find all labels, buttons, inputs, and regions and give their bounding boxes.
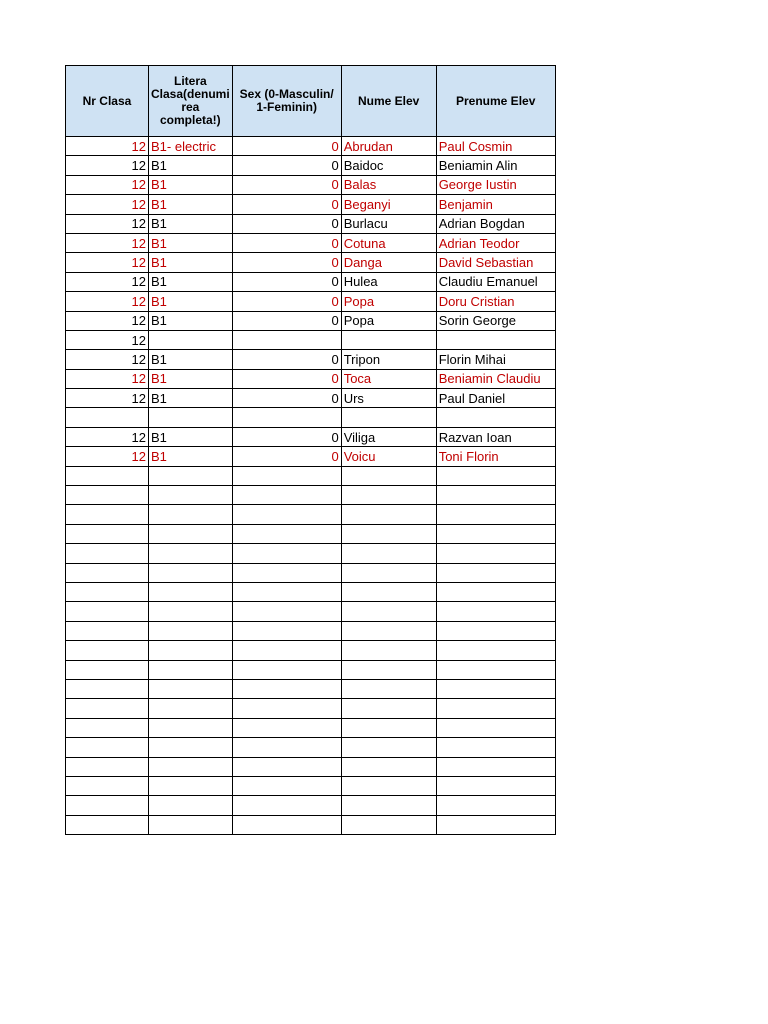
cell-sex[interactable] <box>232 815 341 834</box>
table-row <box>66 621 556 640</box>
cell-nume-elev[interactable] <box>341 641 436 660</box>
cell-prenume-elev[interactable]: Adrian Teodor <box>436 233 555 252</box>
cell-litera-clasa[interactable] <box>149 815 233 834</box>
cell-nr-clasa[interactable] <box>66 738 149 757</box>
cell-nume-elev[interactable] <box>341 544 436 563</box>
cell-sex[interactable]: 0 <box>232 195 341 214</box>
cell-prenume-elev[interactable] <box>436 757 555 776</box>
cell-nr-clasa[interactable]: 12 <box>66 389 149 408</box>
cell-sex[interactable] <box>232 524 341 543</box>
cell-sex[interactable] <box>232 718 341 737</box>
cell-prenume-elev[interactable] <box>436 641 555 660</box>
cell-sex[interactable] <box>232 621 341 640</box>
cell-prenume-elev[interactable] <box>436 796 555 815</box>
cell-prenume-elev[interactable] <box>436 330 555 349</box>
table-row <box>66 524 556 543</box>
table-row <box>66 427 556 446</box>
cell-prenume-elev[interactable]: Beniamin Alin <box>436 156 555 175</box>
cell-nr-clasa[interactable] <box>66 776 149 795</box>
cell-prenume-elev[interactable] <box>436 544 555 563</box>
cell-litera-clasa[interactable] <box>149 679 233 698</box>
cell-sex[interactable]: 0 <box>232 369 341 388</box>
cell-sex[interactable]: 0 <box>232 447 341 466</box>
cell-nume-elev[interactable]: Baidoc <box>341 156 436 175</box>
cell-sex[interactable]: 0 <box>232 311 341 330</box>
cell-nr-clasa[interactable] <box>66 757 149 776</box>
cell-nr-clasa[interactable] <box>66 486 149 505</box>
cell-litera-clasa[interactable] <box>149 776 233 795</box>
cell-sex[interactable]: 0 <box>232 137 341 156</box>
cell-prenume-elev[interactable]: Paul Daniel <box>436 389 555 408</box>
cell-nr-clasa[interactable] <box>66 544 149 563</box>
cell-prenume-elev[interactable] <box>436 699 555 718</box>
cell-nume-elev[interactable]: Voicu <box>341 447 436 466</box>
cell-litera-clasa[interactable]: B1 <box>149 195 233 214</box>
cell-prenume-elev[interactable] <box>436 466 555 485</box>
cell-prenume-elev[interactable]: Florin Mihai <box>436 350 555 369</box>
cell-nume-elev[interactable] <box>341 486 436 505</box>
cell-prenume-elev[interactable] <box>436 582 555 601</box>
cell-litera-clasa[interactable] <box>149 660 233 679</box>
cell-sex[interactable] <box>232 796 341 815</box>
cell-nume-elev[interactable] <box>341 621 436 640</box>
table-row <box>66 486 556 505</box>
cell-nr-clasa[interactable]: 12 <box>66 253 149 272</box>
cell-sex[interactable]: 0 <box>232 389 341 408</box>
cell-nume-elev[interactable] <box>341 815 436 834</box>
header-row <box>66 66 556 137</box>
cell-litera-clasa[interactable] <box>149 738 233 757</box>
cell-nume-elev[interactable]: Cotuna <box>341 233 436 252</box>
cell-sex[interactable] <box>232 660 341 679</box>
cell-sex[interactable]: 0 <box>232 156 341 175</box>
table-row <box>66 330 556 349</box>
table-row <box>66 544 556 563</box>
cell-prenume-elev[interactable] <box>436 679 555 698</box>
cell-nr-clasa[interactable] <box>66 796 149 815</box>
cell-nr-clasa[interactable] <box>66 679 149 698</box>
table-row <box>66 195 556 214</box>
cell-prenume-elev[interactable]: Adrian Bogdan <box>436 214 555 233</box>
cell-nr-clasa[interactable] <box>66 621 149 640</box>
cell-nume-elev[interactable] <box>341 408 436 427</box>
cell-sex[interactable] <box>232 505 341 524</box>
cell-nr-clasa[interactable]: 12 <box>66 427 149 446</box>
cell-nr-clasa[interactable] <box>66 718 149 737</box>
cell-litera-clasa[interactable] <box>149 466 233 485</box>
cell-nr-clasa[interactable]: 12 <box>66 447 149 466</box>
cell-prenume-elev[interactable] <box>436 621 555 640</box>
cell-nr-clasa[interactable] <box>66 602 149 621</box>
cell-nr-clasa[interactable]: 12 <box>66 330 149 349</box>
cell-nr-clasa[interactable]: 12 <box>66 233 149 252</box>
header-nr-clasa[interactable]: Nr Clasa <box>66 66 149 137</box>
table-row <box>66 505 556 524</box>
cell-nr-clasa[interactable]: 12 <box>66 369 149 388</box>
cell-nume-elev[interactable] <box>341 757 436 776</box>
cell-nume-elev[interactable]: Burlacu <box>341 214 436 233</box>
cell-prenume-elev[interactable] <box>436 602 555 621</box>
cell-prenume-elev[interactable] <box>436 505 555 524</box>
cell-nume-elev[interactable]: Beganyi <box>341 195 436 214</box>
cell-nume-elev[interactable] <box>341 505 436 524</box>
cell-prenume-elev[interactable] <box>436 408 555 427</box>
table-row <box>66 718 556 737</box>
cell-nr-clasa[interactable] <box>66 582 149 601</box>
cell-nr-clasa[interactable]: 12 <box>66 292 149 311</box>
cell-nume-elev[interactable] <box>341 738 436 757</box>
header-nume-elev[interactable]: Nume Elev <box>341 66 436 137</box>
table-row <box>66 563 556 582</box>
cell-sex[interactable]: 0 <box>232 233 341 252</box>
header-prenume-elev[interactable]: Prenume Elev <box>436 66 555 137</box>
cell-litera-clasa[interactable] <box>149 408 233 427</box>
cell-nume-elev[interactable] <box>341 699 436 718</box>
cell-nume-elev[interactable] <box>341 602 436 621</box>
table-row <box>66 175 556 194</box>
cell-nr-clasa[interactable]: 12 <box>66 350 149 369</box>
cell-sex[interactable] <box>232 466 341 485</box>
cell-prenume-elev[interactable]: Sorin George <box>436 311 555 330</box>
cell-litera-clasa[interactable]: B1 <box>149 253 233 272</box>
header-litera-clasa[interactable]: Litera Clasa(denumi rea completa!) <box>149 66 233 137</box>
table-row <box>66 311 556 330</box>
cell-litera-clasa[interactable] <box>149 602 233 621</box>
table-row <box>66 602 556 621</box>
cell-nr-clasa[interactable] <box>66 524 149 543</box>
table-row <box>66 466 556 485</box>
cell-prenume-elev[interactable]: Razvan Ioan <box>436 427 555 446</box>
cell-nr-clasa[interactable]: 12 <box>66 272 149 291</box>
cell-nume-elev[interactable]: Tripon <box>341 350 436 369</box>
cell-nume-elev[interactable] <box>341 330 436 349</box>
table-row <box>66 350 556 369</box>
table-row <box>66 408 556 427</box>
cell-prenume-elev[interactable]: George Iustin <box>436 175 555 194</box>
table-row <box>66 699 556 718</box>
cell-litera-clasa[interactable] <box>149 330 233 349</box>
cell-prenume-elev[interactable] <box>436 563 555 582</box>
cell-nume-elev[interactable]: Popa <box>341 292 436 311</box>
cell-litera-clasa[interactable]: B1 <box>149 427 233 446</box>
table-body <box>66 137 556 835</box>
cell-litera-clasa[interactable] <box>149 699 233 718</box>
cell-nr-clasa[interactable] <box>66 466 149 485</box>
cell-sex[interactable] <box>232 330 341 349</box>
cell-nr-clasa[interactable]: 12 <box>66 137 149 156</box>
cell-nr-clasa[interactable]: 12 <box>66 175 149 194</box>
cell-prenume-elev[interactable] <box>436 486 555 505</box>
cell-litera-clasa[interactable]: B1 <box>149 311 233 330</box>
cell-nr-clasa[interactable] <box>66 505 149 524</box>
table-row <box>66 738 556 757</box>
cell-sex[interactable] <box>232 408 341 427</box>
cell-litera-clasa[interactable]: B1 <box>149 292 233 311</box>
cell-nr-clasa[interactable] <box>66 815 149 834</box>
cell-prenume-elev[interactable] <box>436 524 555 543</box>
cell-litera-clasa[interactable]: B1 <box>149 272 233 291</box>
cell-litera-clasa[interactable]: B1 <box>149 175 233 194</box>
cell-litera-clasa[interactable] <box>149 544 233 563</box>
cell-nume-elev[interactable]: Popa <box>341 311 436 330</box>
cell-sex[interactable] <box>232 563 341 582</box>
cell-nume-elev[interactable]: Balas <box>341 175 436 194</box>
cell-sex[interactable] <box>232 738 341 757</box>
cell-sex[interactable] <box>232 544 341 563</box>
cell-nr-clasa[interactable]: 12 <box>66 195 149 214</box>
table-row <box>66 214 556 233</box>
cell-litera-clasa[interactable]: B1 <box>149 233 233 252</box>
cell-nume-elev[interactable] <box>341 466 436 485</box>
cell-sex[interactable]: 0 <box>232 175 341 194</box>
table-row <box>66 389 556 408</box>
cell-prenume-elev[interactable]: Toni Florin <box>436 447 555 466</box>
cell-litera-clasa[interactable] <box>149 796 233 815</box>
cell-sex[interactable]: 0 <box>232 427 341 446</box>
cell-litera-clasa[interactable] <box>149 621 233 640</box>
cell-nume-elev[interactable] <box>341 796 436 815</box>
student-table <box>65 65 556 835</box>
cell-nume-elev[interactable]: Hulea <box>341 272 436 291</box>
table-row <box>66 447 556 466</box>
cell-litera-clasa[interactable] <box>149 524 233 543</box>
cell-sex[interactable] <box>232 582 341 601</box>
cell-sex[interactable] <box>232 486 341 505</box>
cell-nr-clasa[interactable] <box>66 563 149 582</box>
cell-litera-clasa[interactable] <box>149 757 233 776</box>
table-row <box>66 815 556 834</box>
cell-prenume-elev[interactable]: Claudiu Emanuel <box>436 272 555 291</box>
cell-litera-clasa[interactable]: B1 <box>149 447 233 466</box>
cell-litera-clasa[interactable] <box>149 641 233 660</box>
cell-prenume-elev[interactable] <box>436 660 555 679</box>
table-row <box>66 137 556 156</box>
table-row <box>66 796 556 815</box>
cell-prenume-elev[interactable] <box>436 776 555 795</box>
cell-prenume-elev[interactable]: David Sebastian <box>436 253 555 272</box>
header-sex[interactable]: Sex (0-Masculin/ 1-Feminin) <box>232 66 341 137</box>
cell-nr-clasa[interactable]: 12 <box>66 156 149 175</box>
cell-nume-elev[interactable]: Viliga <box>341 427 436 446</box>
cell-prenume-elev[interactable]: Beniamin Claudiu <box>436 369 555 388</box>
table-row <box>66 233 556 252</box>
cell-litera-clasa[interactable] <box>149 582 233 601</box>
cell-prenume-elev[interactable]: Benjamin <box>436 195 555 214</box>
cell-nume-elev[interactable] <box>341 563 436 582</box>
cell-sex[interactable]: 0 <box>232 292 341 311</box>
cell-nume-elev[interactable] <box>341 679 436 698</box>
cell-nume-elev[interactable] <box>341 718 436 737</box>
cell-litera-clasa[interactable] <box>149 505 233 524</box>
cell-sex[interactable] <box>232 757 341 776</box>
cell-nr-clasa[interactable]: 12 <box>66 214 149 233</box>
table-row <box>66 292 556 311</box>
table-row <box>66 757 556 776</box>
table-row <box>66 660 556 679</box>
cell-prenume-elev[interactable] <box>436 718 555 737</box>
cell-sex[interactable] <box>232 641 341 660</box>
cell-nume-elev[interactable] <box>341 776 436 795</box>
cell-litera-clasa[interactable] <box>149 486 233 505</box>
cell-sex[interactable]: 0 <box>232 350 341 369</box>
table-row <box>66 582 556 601</box>
cell-nume-elev[interactable] <box>341 524 436 543</box>
cell-litera-clasa[interactable]: B1 <box>149 214 233 233</box>
cell-nr-clasa[interactable] <box>66 660 149 679</box>
cell-sex[interactable]: 0 <box>232 272 341 291</box>
cell-litera-clasa[interactable] <box>149 718 233 737</box>
cell-nume-elev[interactable]: Danga <box>341 253 436 272</box>
cell-sex[interactable]: 0 <box>232 253 341 272</box>
cell-nr-clasa[interactable]: 12 <box>66 311 149 330</box>
cell-litera-clasa[interactable] <box>149 563 233 582</box>
cell-nr-clasa[interactable] <box>66 408 149 427</box>
table-row <box>66 641 556 660</box>
cell-nume-elev[interactable] <box>341 582 436 601</box>
cell-nume-elev[interactable]: Toca <box>341 369 436 388</box>
cell-litera-clasa[interactable]: B1 <box>149 350 233 369</box>
cell-nume-elev[interactable]: Urs <box>341 389 436 408</box>
cell-sex[interactable] <box>232 699 341 718</box>
cell-prenume-elev[interactable]: Doru Cristian <box>436 292 555 311</box>
table-row <box>66 253 556 272</box>
cell-sex[interactable] <box>232 776 341 795</box>
cell-prenume-elev[interactable]: Paul Cosmin <box>436 137 555 156</box>
table-row <box>66 272 556 291</box>
cell-nr-clasa[interactable] <box>66 641 149 660</box>
cell-nume-elev[interactable] <box>341 660 436 679</box>
cell-litera-clasa[interactable]: B1 <box>149 389 233 408</box>
cell-nr-clasa[interactable] <box>66 699 149 718</box>
cell-prenume-elev[interactable] <box>436 815 555 834</box>
cell-litera-clasa[interactable]: B1 <box>149 156 233 175</box>
table-row <box>66 369 556 388</box>
cell-nume-elev[interactable]: Abrudan <box>341 137 436 156</box>
cell-sex[interactable] <box>232 679 341 698</box>
cell-sex[interactable]: 0 <box>232 214 341 233</box>
table-row <box>66 776 556 795</box>
cell-litera-clasa[interactable]: B1- electric <box>149 137 233 156</box>
cell-sex[interactable] <box>232 602 341 621</box>
table-row <box>66 156 556 175</box>
table-row <box>66 679 556 698</box>
cell-litera-clasa[interactable]: B1 <box>149 369 233 388</box>
cell-prenume-elev[interactable] <box>436 738 555 757</box>
